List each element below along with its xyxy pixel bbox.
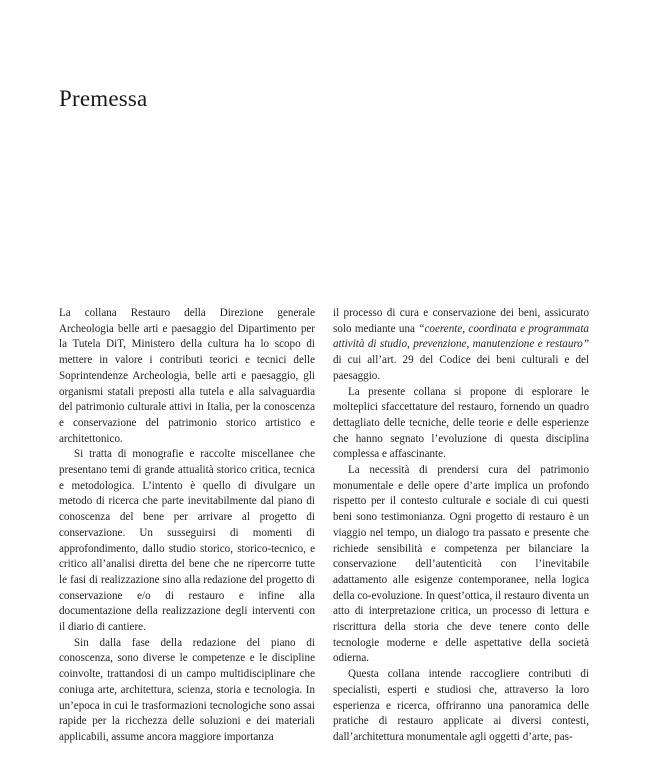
paragraph-contributions: Questa collana intende raccogliere contributi di specialisti, esperti e studiosi che, attraverso la loro esperienza e ricerca, offriranno una panoramica delle pratiche di restauro applicate ai diversi contesti, dall’architettura monumentale agli oggetti d’arte, pas- (333, 668, 589, 743)
page-title: Premessa (59, 86, 148, 111)
paragraph-series-purpose: La collana Restauro della Direzione generale Archeologia belle arti e paesaggio del Dipartimento per la Tutela DiT, Ministero della cultura ha lo scopo di mettere in valore i contributi teorici e tecnici delle Soprintendenze Archeologia, belle arti e paesaggio, gli organismi statali preposti alla tutela e alla salvaguardia del patrimonio culturale attivi in Italia, per la conoscenza e conservazione del patrimonio storico artistico e architettonico. (59, 307, 315, 445)
continuation-text-end: di cui all’art. 29 del Codice dei beni culturali e del paesaggio. (333, 354, 589, 382)
left-text-column (59, 306, 315, 746)
code-quotation: “coerente, coordinata e programmata attività di studio, prevenzione, manutenzione e restauro” (333, 322, 589, 351)
paragraph-multidisciplinary: Sin dalla fase della redazione del piano di conoscenza, sono diverse le competenze e le discipline coinvolte, trattandosi di un campo multidisciplinare che coniuga arte, architettura, scienza, storia e tecnologia. In un’epoca in cui le trasformazioni tecnologiche sono assai rapide per la ricchezza delle soluzioni e dei materiali applicabili, assume ancora maggiore importanza (59, 636, 315, 743)
paragraph-continuation (333, 306, 589, 385)
paragraph-series-goal: La presente collana si propone di esplorare le molteplici sfaccettature del restauro, fornendo un quadro dettagliato delle tecniche, delle teorie e delle esperienze che hanno segnato l’evoluzione di questa disciplina complessa e affascinante. (333, 385, 589, 461)
paragraph-heritage-care: La necessità di prendersi cura del patrimonio monumentale e delle opere d’arte implica un profondo rispetto per il contesto culturale e sociale di cui questi beni sono testimonianza. Ogni progetto di restauro è un viaggio nel tempo, un dialogo tra passato e presente che richiede sensibilità e competenza per bilanciare la conservazione dell’autenticità con l’inevitabile adattamento alle esigenze contemporanee, nella logica della co-evoluzione. In quest’ottica, il restauro diventa un atto di interpretazione critica, un processo di lettura e riscrittura della storia che deve tenere conto delle tecnologie moderne e delle aspettative della società odierna. (333, 464, 589, 665)
right-text-column (333, 306, 589, 746)
paragraph-series-contents: Si tratta di monografie e raccolte miscellanee che presentano temi di grande attualità storico critica, tecnica e metodologica. L’intento è quello di divulgare un metodo di ricerca che parte inevitabilmente dal piano di conoscenza del bene per arrivare al progetto di conservazione. Un susseguirsi di momenti di approfondimento, dallo studio storico, storico-tecnico, e critico all’analisi diretta del bene che ne ripercorre tutte le fasi di realizzazione sino alla redazione del progetto di conservazione e/o di restauro e infine alla documentazione della realizzazione degli interventi con il diario di cantiere. (59, 448, 315, 634)
continuation-text-start: il processo di cura e conservazione dei beni, assicurato solo mediante una (333, 307, 589, 335)
